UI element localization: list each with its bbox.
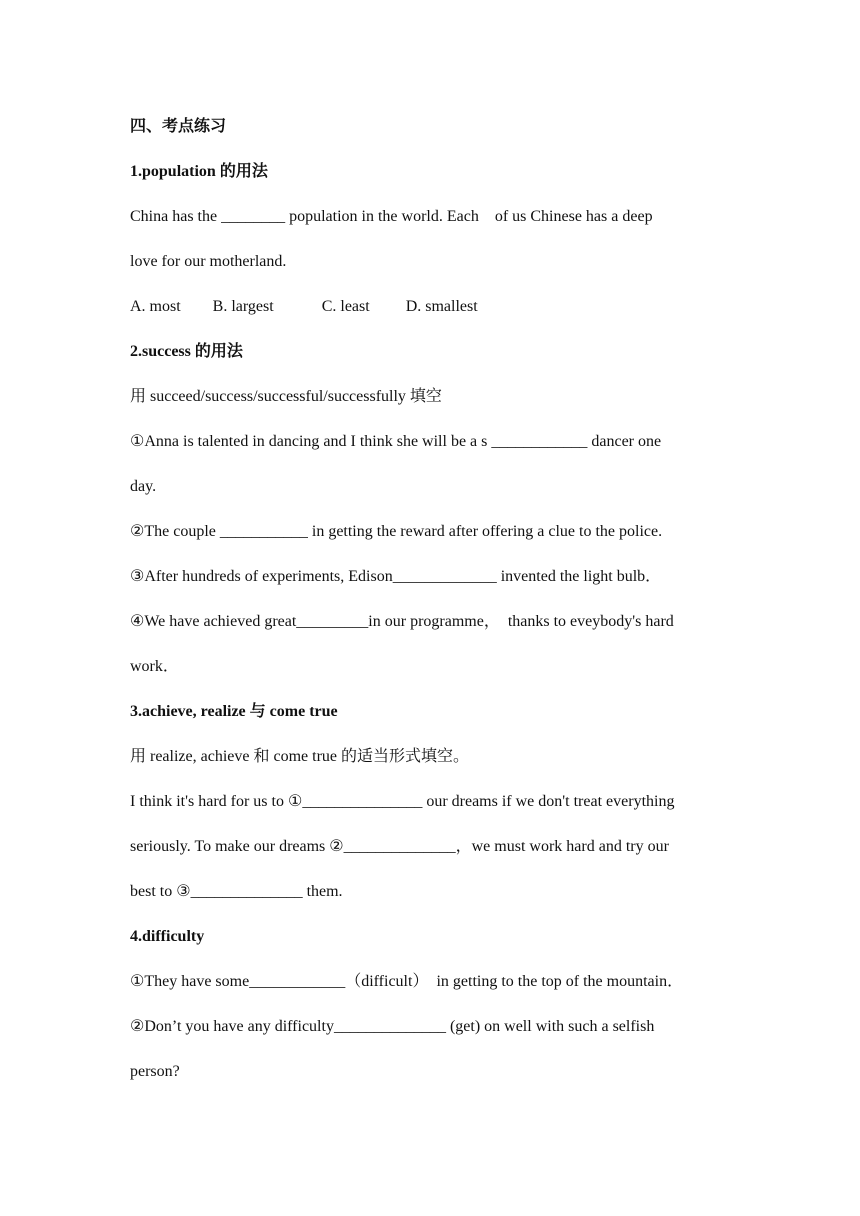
item-3-line: best to ③______________ them.	[130, 883, 343, 900]
item-4-line: ①They have some____________（difficult） in getting to the top of the mountain．	[130, 973, 684, 990]
item-3-instruction: 用 realize, achieve 和 come true 的适当形式填空。	[130, 748, 470, 765]
item-3-line: seriously. To make our dreams ②______________，we must work hard and try our	[130, 838, 669, 855]
section-heading: 四、考点练习	[130, 118, 227, 135]
item-1-question-line: love for our motherland.	[130, 253, 287, 270]
item-3-heading: 3.achieve, realize 与 come true	[130, 703, 338, 720]
item-2-instruction: 用 succeed/success/successful/successfully 填空	[130, 388, 442, 405]
item-1-options: A. most B. largest C. least D. smallest	[130, 298, 478, 315]
item-2-line: ③After hundreds of experiments, Edison_____________ invented the light bulb．	[130, 568, 662, 585]
item-1-question-line: China has the ________ population in the world. Each of us Chinese has a deep	[130, 208, 653, 225]
item-2-heading: 2.success 的用法	[130, 343, 243, 360]
item-2-line: work．	[130, 658, 179, 675]
item-3-line: I think it's hard for us to ①_______________ our dreams if we don't treat everything	[130, 793, 675, 810]
item-4-line: ②Don’t you have any difficulty______________ (get) on well with such a selfish	[130, 1018, 655, 1035]
item-2-line: ①Anna is talented in dancing and I think she will be a s ____________ dancer one	[130, 433, 662, 450]
item-2-line: ④We have achieved great_________in our programme， thanks to eveybody's hard	[130, 613, 674, 630]
item-4-line: person?	[130, 1063, 180, 1080]
item-2-line: day.	[130, 478, 157, 495]
item-4-heading: 4.difficulty	[130, 928, 205, 945]
item-1-heading: 1.population 的用法	[130, 163, 268, 180]
item-2-line: ②The couple ___________ in getting the reward after offering a clue to the police.	[130, 523, 663, 540]
